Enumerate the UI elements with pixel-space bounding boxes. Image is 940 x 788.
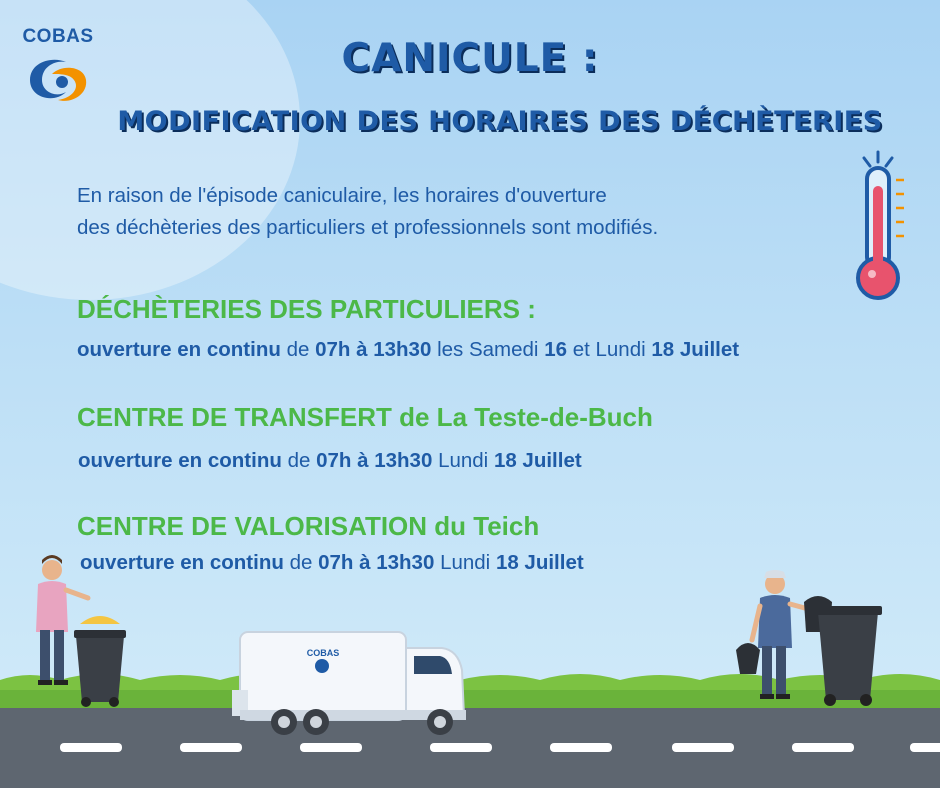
mode-text: ouverture en continu [78, 449, 282, 472]
garbage-truck-icon [232, 632, 466, 735]
days-prefix-text: Lundi [440, 551, 491, 574]
section-valorisation-title: CENTRE DE VALORISATION du Teich [77, 511, 540, 541]
title-modification: MODIFICATION DES HORAIRES DES DÉCHÈTERIES [117, 106, 883, 137]
days-prefix-text: Lundi [438, 449, 489, 472]
de-text: de [287, 449, 311, 472]
hours-text: 07h à 13h30 [315, 338, 432, 361]
hours-text: 07h à 13h30 [318, 551, 435, 574]
street-scene-illustration [0, 540, 940, 788]
intro-text [77, 180, 827, 244]
intro-line-2: des déchèteries des particuliers et professionnels sont modifiés. [77, 216, 659, 239]
de-text: de [286, 338, 310, 361]
de-text: de [289, 551, 313, 574]
logo-text: COBAS [22, 26, 94, 47]
days-prefix-text: les Samedi [437, 338, 539, 361]
section-particuliers-hours [77, 338, 739, 362]
truck-brand: COBAS [306, 648, 340, 658]
thermometer-icon [848, 146, 918, 306]
mode-text: ouverture en continu [80, 551, 284, 574]
section-transfert-hours [78, 449, 582, 473]
conj-text: et Lundi [572, 338, 646, 361]
day2-text: 18 Juillet [493, 449, 582, 472]
mode-text: ouverture en continu [77, 338, 281, 361]
section-particuliers-title: DÉCHÈTERIES DES PARTICULIERS : [77, 294, 536, 324]
hours-text: 07h à 13h30 [316, 449, 433, 472]
section-transfert-title: CENTRE DE TRANSFERT de La Teste-de-Buch [77, 402, 653, 432]
title-canicule: CANICULE : [341, 36, 599, 81]
day2-text: 18 Juillet [651, 338, 740, 361]
trash-bin-left-icon [74, 616, 126, 707]
day2-text: 18 Juillet [495, 551, 584, 574]
intro-line-1: En raison de l'épisode caniculaire, les horaires d'ouverture [77, 184, 607, 207]
day1-text: 16 [544, 338, 567, 361]
